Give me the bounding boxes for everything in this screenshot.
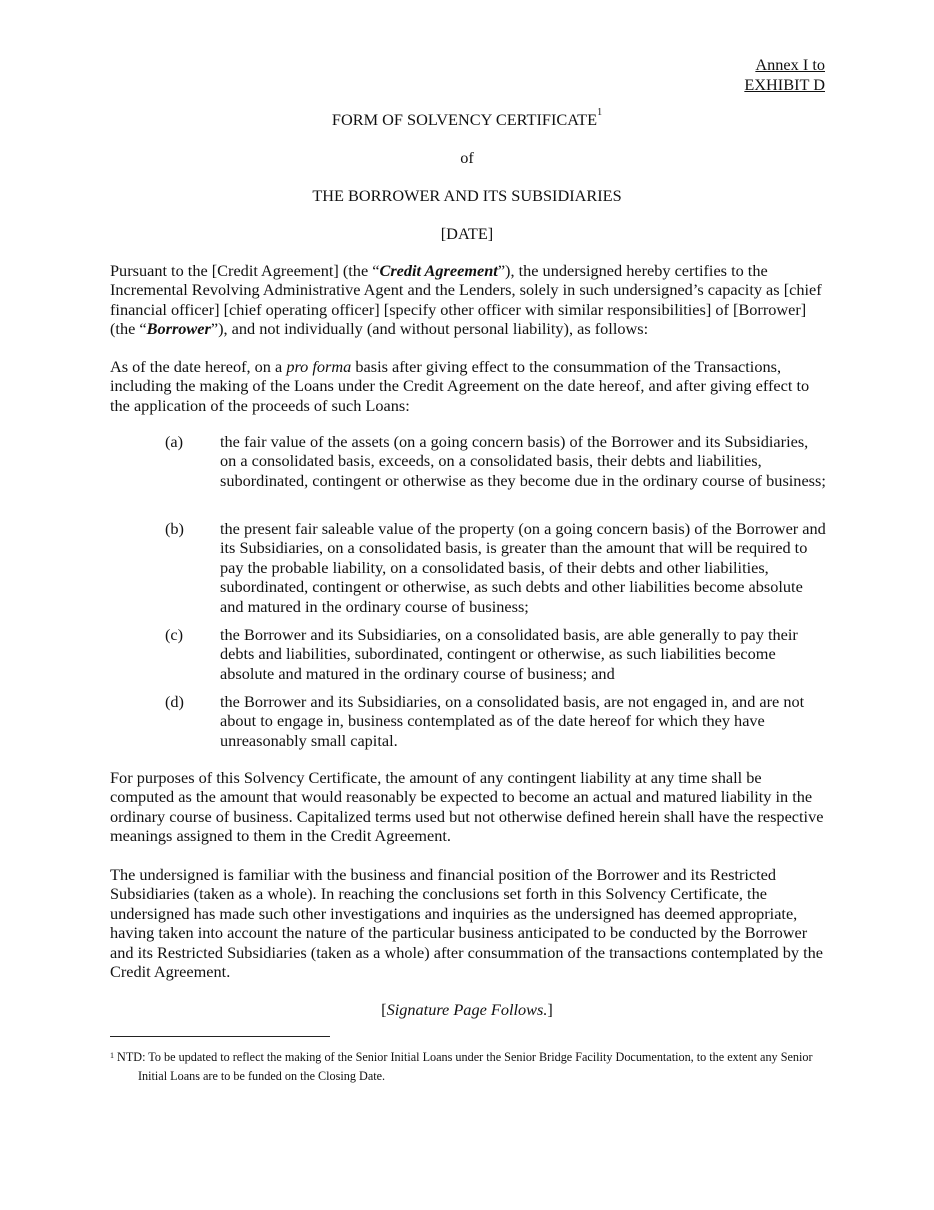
- footnote-divider: [110, 1036, 330, 1037]
- intro-paragraph: [110, 261, 826, 339]
- intro-text-2: ”), the undersigned hereby certifies to the Incremental Revolving Administrative Agent and the Lenders, solely in such undersigned’s capacity as [chief financial officer] [chief operating officer] [specify other officer with similar responsibilities] of [Borrower] (the “: [110, 261, 822, 339]
- item-label: (c): [165, 625, 184, 644]
- item-text: the Borrower and its Subsidiaries, on a consolidated basis, are not engaged in, and are not about to engage in, business contemplated as of the date hereof for which they have unreasonably small capital.: [220, 692, 805, 750]
- pro-forma-term: pro forma: [286, 357, 352, 376]
- item-text: the Borrower and its Subsidiaries, on a consolidated basis, are able generally to pay their debts and liabilities, subordinated, contingent or otherwise, as such liabilities become absolute and matured in the ordinary course of business; and: [220, 625, 798, 683]
- title-entity: THE BORROWER AND ITS SUBSIDIARIES: [312, 186, 622, 205]
- footnote-line-2: Initial Loans are to be funded on the Closing Date.: [138, 1068, 386, 1083]
- signature-text: Signature Page Follows.: [386, 1000, 548, 1019]
- signature-page-note: [0, 1000, 934, 1020]
- annex-line: Annex I to: [755, 55, 825, 74]
- title-text: FORM OF SOLVENCY CERTIFICATE: [331, 110, 598, 129]
- footnote-line-1: NTD: To be updated to reflect the making of the Senior Initial Loans under the Senior Bridge Facility Documentation, to the extent any Senior: [114, 1050, 813, 1064]
- annex-reference: [744, 55, 825, 95]
- defined-term-credit-agreement: Credit Agreement: [379, 261, 498, 280]
- familiarity-paragraph: The undersigned is familiar with the business and financial position of the Borrower and its Restricted Subsidiaries (taken as a whole). In reaching the conclusions set forth in this Solvency Certificate, the undersigned has made such other investigations and inquiries as the undersigned has deemed appropriate, having taken into account the nature of the particular business anticipated to be conducted by the Borrower and its Restricted Subsidiaries (taken as a whole) after consummation of the transactions contemplated by the Credit Agreement.: [110, 865, 824, 982]
- as-of-text-2: basis after giving effect to the consummation of the Transactions, including the making of the Loans under the Credit Agreement on the date hereof, and after giving effect to the application of the proceeds of such Loans:: [110, 357, 810, 415]
- item-text: the fair value of the assets (on a going concern basis) of the Borrower and its Subsidiaries, on a consolidated basis, exceeds, on a consolidated basis, their debts and liabilities, subordinated, contingent or otherwise as they become due in the ordinary course of business;: [220, 432, 826, 490]
- title-of: of: [460, 148, 474, 167]
- document-title: [0, 107, 934, 130]
- item-label: (b): [165, 519, 184, 538]
- exhibit-line: EXHIBIT D: [744, 75, 825, 94]
- defined-term-borrower: Borrower: [146, 319, 211, 339]
- intro-text-1: Pursuant to the [Credit Agreement] (the “: [110, 261, 380, 280]
- footnote: [110, 1048, 830, 1085]
- as-of-paragraph: [110, 357, 826, 415]
- footnote-mark: 1: [110, 1051, 114, 1060]
- bracket-close: ]: [547, 1000, 553, 1019]
- footnote-ref: 1: [597, 107, 603, 118]
- title-date: [DATE]: [440, 224, 494, 243]
- bracket-open: [: [381, 1000, 387, 1019]
- item-text: the present fair saleable value of the property (on a going concern basis) of the Borrower and its Subsidiaries, on a consolidated basis, is greater than the amount that will be required to pay the probable liability, on a consolidated basis, of their debts and other liabilities, subordinated, contingent or otherwise, as such debts and other liabilities become absolute and matured in the ordinary course of business;: [220, 519, 826, 616]
- item-label: (d): [165, 692, 184, 711]
- purposes-paragraph: For purposes of this Solvency Certificate, the amount of any contingent liability at any time shall be computed as the amount that would reasonably be expected to become an actual and matured liability in the ordinary course of business. Capitalized terms used but not otherwise defined herein shall have the respective meanings assigned to them in the Credit Agreement.: [110, 768, 824, 846]
- as-of-text-1: As of the date hereof, on a: [110, 357, 287, 376]
- item-label: (a): [165, 432, 184, 451]
- intro-text-3: ”), and not individually (and without personal liability), as follows:: [210, 319, 649, 339]
